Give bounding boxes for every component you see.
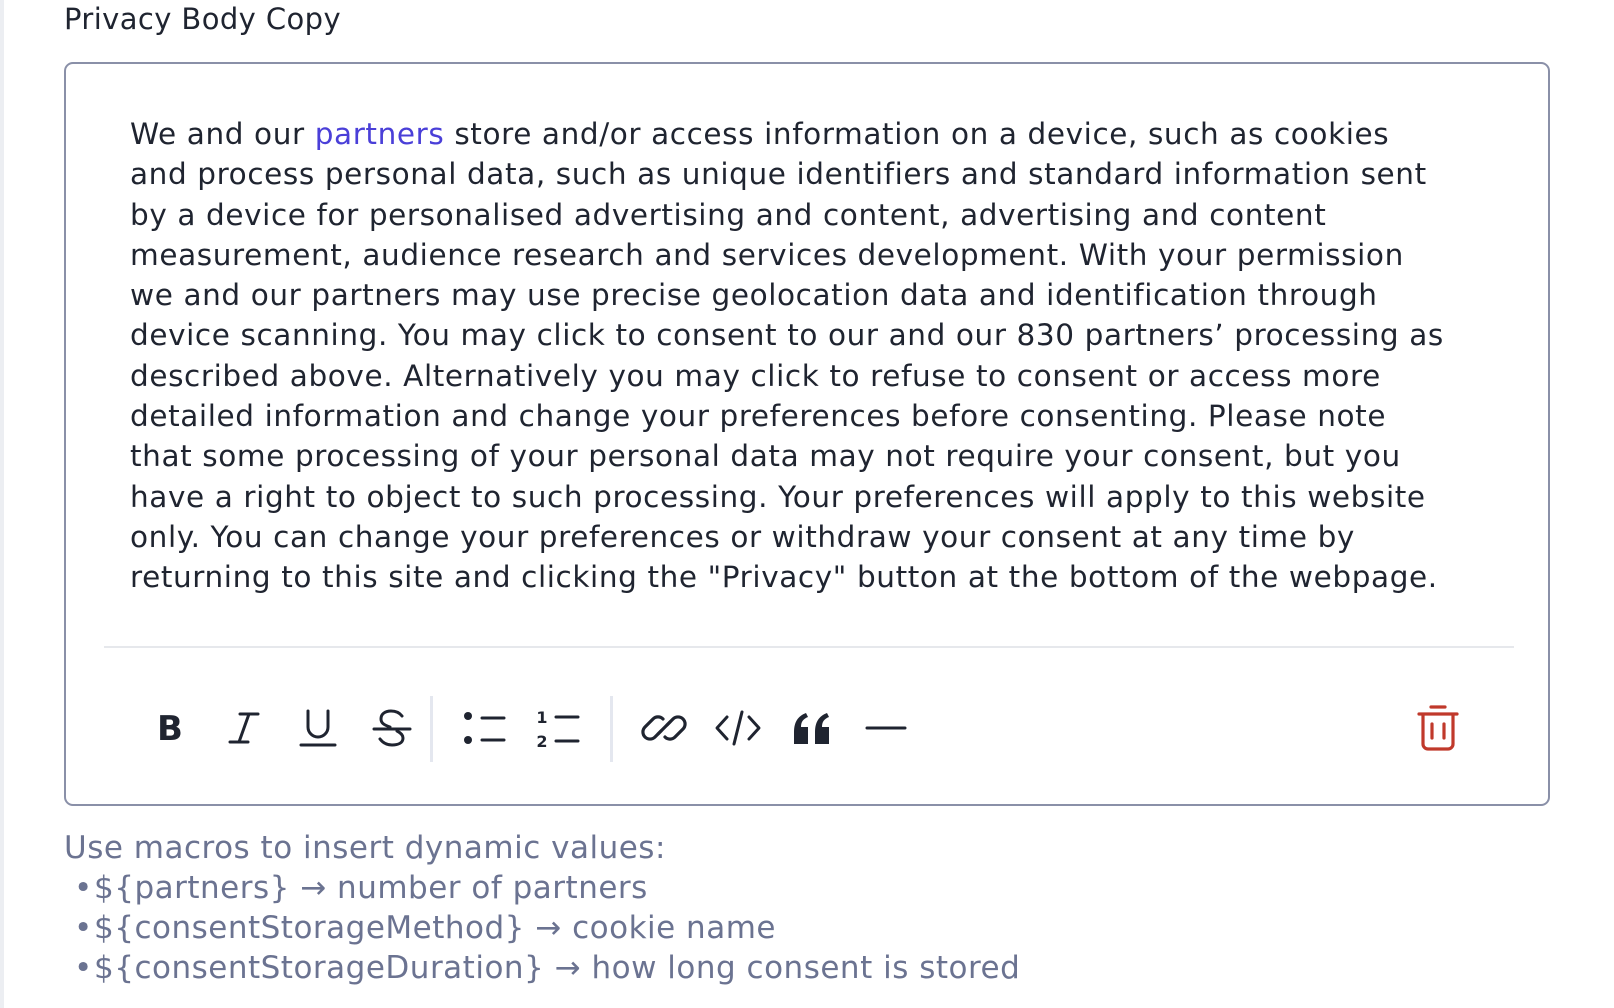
editor-line: that some processing of your personal data may not require your consent, but you (130, 439, 1401, 474)
strikethrough-icon (371, 707, 413, 749)
blockquote-icon (790, 708, 834, 748)
bullet-list-button[interactable] (460, 704, 508, 752)
editor-line: returning to this site and clicking the "Privacy" button at the bottom of the webpage. (130, 560, 1438, 595)
formatting-toolbar (140, 688, 1520, 768)
delete-button[interactable] (1414, 704, 1462, 752)
editor-line: only. You can change your preferences or withdraw your consent at any time by (130, 519, 1355, 554)
editor-line (130, 114, 1500, 154)
rich-text-editor (64, 62, 1550, 806)
editor-line: detailed information and change your preferences before consenting. Please note (130, 399, 1387, 434)
bullet-list-icon (462, 708, 506, 748)
editor-line: measurement, audience research and services development. With your permission (130, 237, 1404, 272)
italic-icon (224, 708, 264, 748)
toolbar-separator (430, 696, 433, 762)
trash-icon (1416, 704, 1460, 752)
numbered-list-button[interactable] (534, 704, 582, 752)
blockquote-button[interactable] (788, 704, 836, 752)
partners-link[interactable]: partners (314, 117, 445, 151)
macro-list-item (74, 868, 1020, 908)
editor-line: have a right to object to such processing. Your preferences will apply to this website (130, 479, 1426, 514)
svg-text:B: B (157, 709, 183, 748)
bullet-dot: • (74, 870, 93, 906)
macro-text: ${consentStorageDuration} → how long consent is stored (94, 950, 1021, 986)
macro-list-item (74, 948, 1020, 988)
field-label: Privacy Body Copy (64, 2, 342, 36)
underline-button[interactable] (294, 704, 342, 752)
left-divider (0, 0, 4, 1008)
italic-button[interactable] (220, 704, 268, 752)
bold-button[interactable] (146, 704, 194, 752)
macro-list (64, 868, 1020, 988)
horizontal-rule-icon (864, 708, 908, 748)
editor-line: by a device for personalised advertising and content, advertising and content (130, 197, 1327, 232)
editor-content-area[interactable] (130, 114, 1500, 598)
editor-line: and process personal data, such as unique identifiers and standard information sent (130, 157, 1427, 192)
macro-text: ${partners} → number of partners (94, 870, 648, 906)
bullet-dot: • (74, 950, 93, 986)
editor-line: we and our partners may use precise geolocation data and identification through (130, 278, 1378, 313)
link-icon (641, 707, 687, 749)
editor-line: device scanning. You may click to consent to our and our 830 partners’ processing as (130, 318, 1444, 353)
editor-line: described above. Alternatively you may click to refuse to consent or access more (130, 358, 1381, 393)
macro-help-intro: Use macros to insert dynamic values: (64, 830, 666, 866)
horizontal-rule-button[interactable] (862, 704, 910, 752)
editor-text-segment: store and/or access information on a device, such as cookies (444, 117, 1390, 151)
bold-icon (150, 708, 190, 748)
numbered-list-icon (536, 707, 580, 749)
toolbar-separator (610, 696, 613, 762)
editor-toolbar-divider (104, 646, 1514, 648)
code-button[interactable] (714, 704, 762, 752)
bullet-dot: • (74, 910, 93, 946)
macro-help-text (64, 828, 1020, 988)
code-icon (714, 708, 762, 748)
strikethrough-button[interactable] (368, 704, 416, 752)
macro-list-item (74, 908, 1020, 948)
editor-text-segment: We and our (130, 117, 315, 151)
link-button[interactable] (640, 704, 688, 752)
underline-icon (298, 707, 338, 749)
macro-text: ${consentStorageMethod} → cookie name (94, 910, 776, 946)
svg-text:1: 1 (536, 708, 548, 727)
svg-text:2: 2 (536, 732, 548, 749)
